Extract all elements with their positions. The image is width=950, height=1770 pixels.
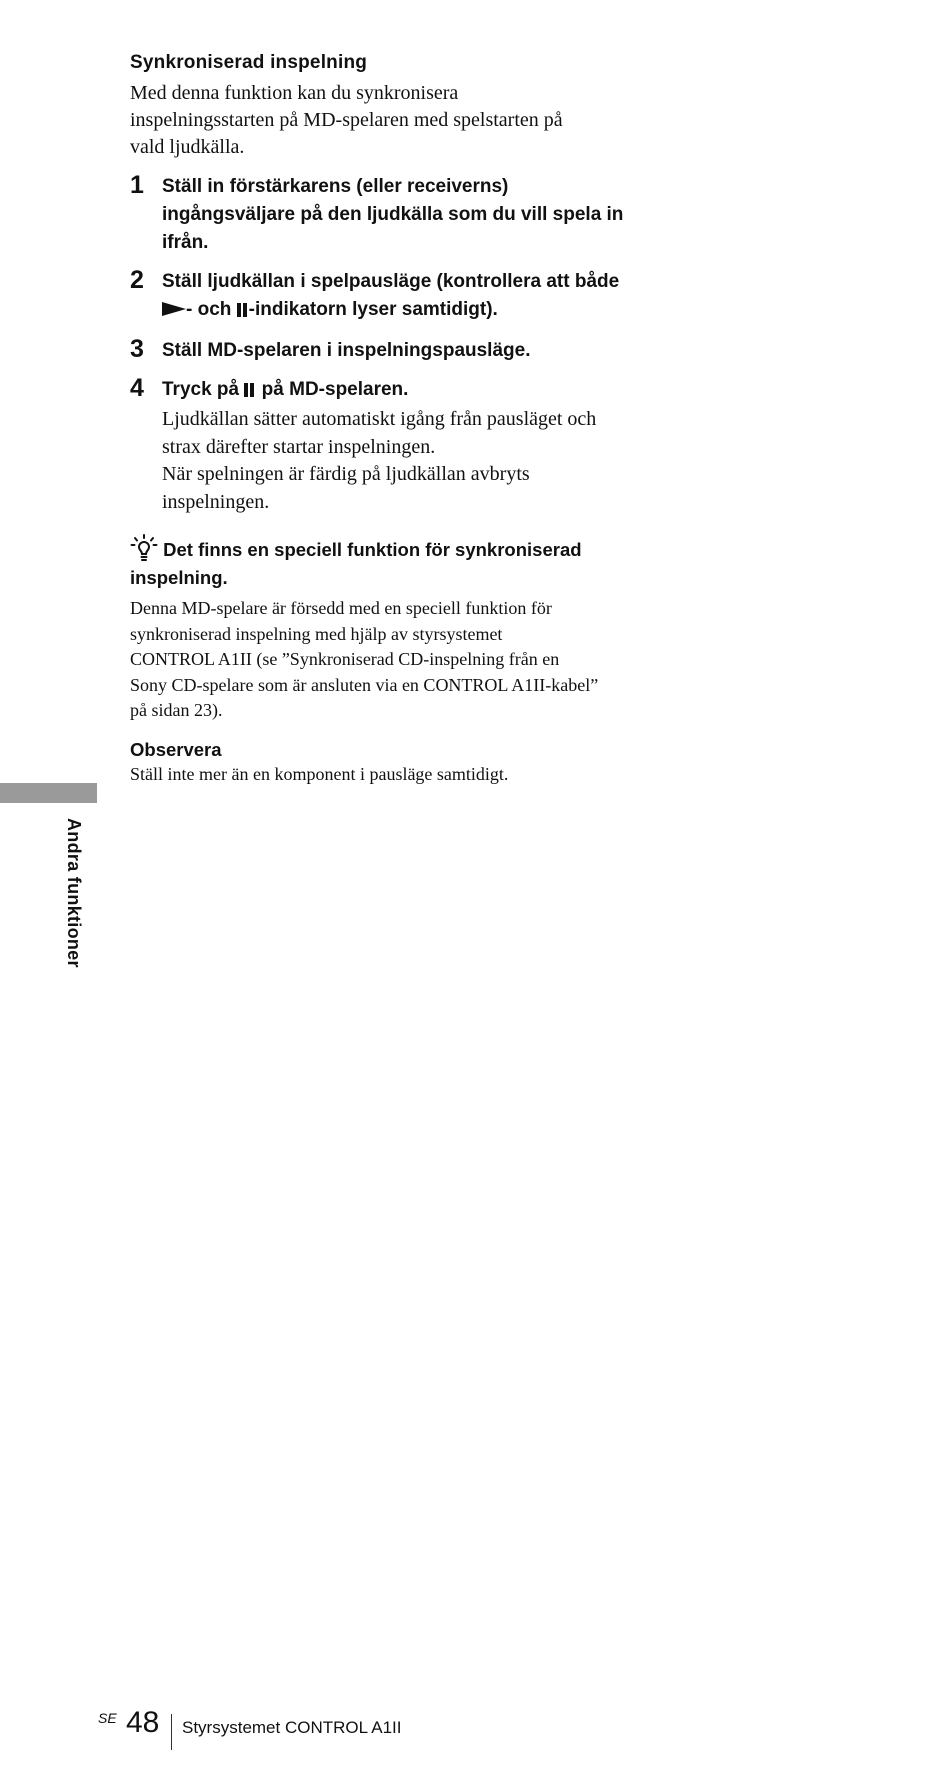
step-instruction <box>162 268 670 326</box>
tip-line: synkroniserad inspelning med hjälp av styrsystemet <box>130 623 503 644</box>
step-line <box>162 296 670 326</box>
step-instruction <box>162 173 670 257</box>
step-desc-line: strax därefter startar inspelningen. <box>162 435 436 458</box>
page-number: 48 <box>126 1706 160 1739</box>
step-number: 1 <box>130 171 144 199</box>
section-title: Synkroniserad inspelning <box>130 52 368 73</box>
step-1 <box>130 173 670 257</box>
language-code: SE <box>98 1710 117 1726</box>
note-body: Ställ inte mer än en komponent i pausläge samtidigt. <box>130 763 509 784</box>
play-icon <box>162 302 186 316</box>
step-instruction <box>162 376 670 406</box>
step-text-fragment: -indikatorn lyser samtidigt). <box>248 299 498 320</box>
tip-title <box>130 534 670 592</box>
step-line: Ställ in förstärkarens (eller receiverns) <box>162 176 509 197</box>
step-text-fragment: Tryck på <box>162 379 245 400</box>
pause-icon <box>244 378 256 406</box>
steps-list <box>130 173 670 516</box>
side-tab-bar <box>0 783 97 803</box>
tip-line: CONTROL A1II (se ”Synkroniserad CD-inspelning från en <box>130 649 560 669</box>
step-number: 2 <box>130 266 144 294</box>
footer-divider <box>171 1714 172 1750</box>
step-instruction <box>162 337 670 365</box>
step-4 <box>130 376 670 516</box>
step-text-fragment: - och <box>186 299 237 320</box>
step-desc-line: När spelningen är färdig på ljudkällan avbryts <box>162 463 530 485</box>
step-description <box>162 406 670 516</box>
page-content <box>130 50 670 787</box>
step-line: Ställ MD-spelaren i inspelningspausläge. <box>162 340 531 361</box>
tip-title-line: Det finns en speciell funktion för synkroniserad <box>163 539 582 560</box>
step-line: ifrån. <box>162 232 209 253</box>
side-tab-label: Andra funktioner <box>64 818 84 968</box>
step-desc-line: inspelningen. <box>162 490 270 513</box>
step-line: ingångsväljare på den ljudkälla som du vill spela in <box>162 204 624 225</box>
step-number: 3 <box>130 335 144 363</box>
tip-line: Sony CD-spelare som är ansluten via en CONTROL A1II-kabel” <box>130 674 599 695</box>
step-text-fragment: på MD-spelaren. <box>256 379 409 400</box>
intro-line: vald ljudkälla. <box>130 136 245 158</box>
step-desc-line: Ljudkällan sätter automatiskt igång från pausläget och <box>162 408 597 430</box>
intro-line: Med denna funktion kan du synkronisera <box>130 82 459 104</box>
pause-icon <box>237 298 249 326</box>
step-line: Ställ ljudkällan i spelpausläge (kontrollera att både <box>162 271 620 292</box>
tip-box <box>130 534 670 724</box>
step-3 <box>130 337 670 365</box>
tip-line: på sidan 23). <box>130 700 223 720</box>
tip-line: Denna MD-spelare är försedd med en speciell funktion för <box>130 598 552 618</box>
intro-line: inspelningsstarten på MD-spelaren med spelstarten på <box>130 109 563 131</box>
note-title: Observera <box>130 738 222 760</box>
tip-body <box>130 596 670 724</box>
step-2 <box>130 268 670 326</box>
tip-title-line: inspelning. <box>130 567 228 588</box>
step-line <box>162 376 670 406</box>
intro-paragraph <box>130 80 670 161</box>
lightbulb-icon <box>130 534 158 562</box>
footer-title: Styrsystemet CONTROL A1II <box>182 1718 402 1737</box>
step-number: 4 <box>130 374 144 402</box>
